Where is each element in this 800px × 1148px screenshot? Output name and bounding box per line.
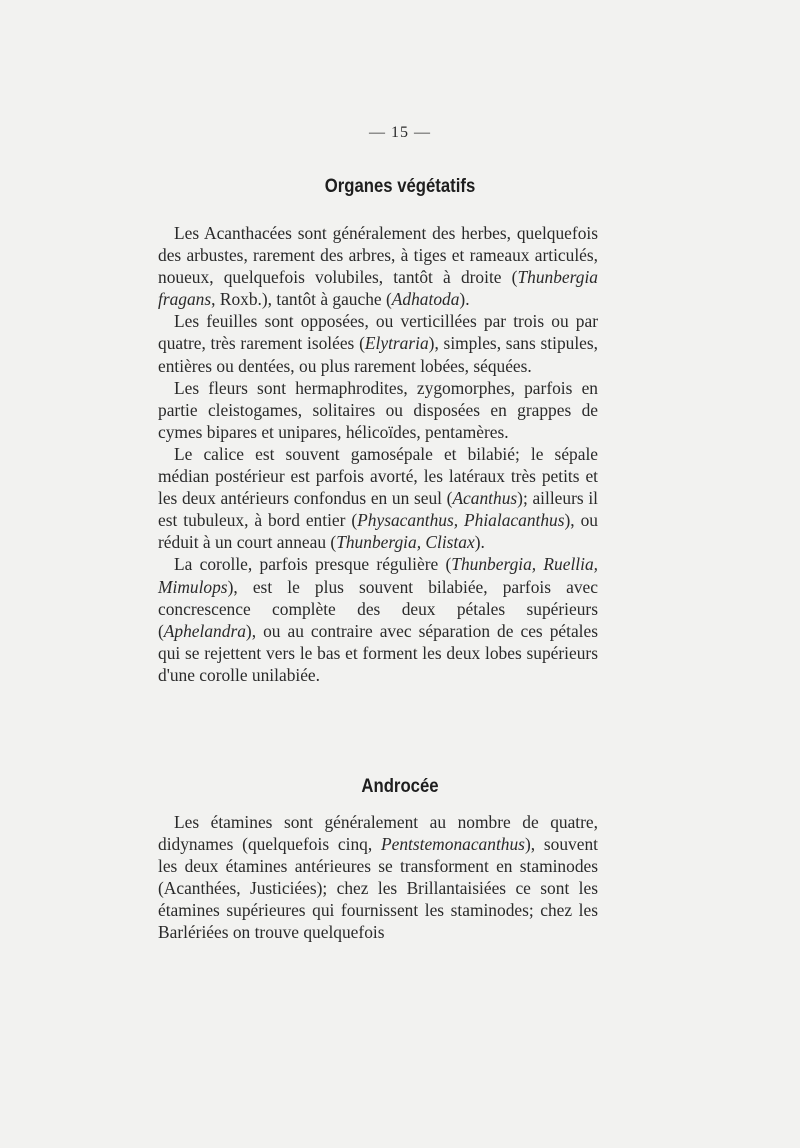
paragraph <box>158 811 598 944</box>
paragraph <box>158 377 598 443</box>
text-run: ), ou au contraire avec séparation de ces pétales qui se rejettent vers le bas et forment les deux lobes supérieurs d'une corolle unilabiée. <box>158 620 598 685</box>
italic-text: Physacanthus, Phialacanthus <box>357 510 565 531</box>
text-run: ), ou réduit à un court anneau ( <box>158 510 598 553</box>
section-heading-androcee: Androcée <box>361 776 439 797</box>
text-run: ), simples, sans stipules, entières ou dentées, ou plus rarement lobées, séquées. <box>158 333 599 376</box>
text-run: ), souvent les deux étamines antérieures se transforment en staminodes (Acanthées, Justiciées); chez les Brillantaisiées ce sont les étamines supérieures qui fournissent les staminodes; chez les Barlériées on trouve quelquefois <box>158 834 598 943</box>
text-run: ), est le plus souvent bilabiée, parfois avec concrescence complète des deux pétales supérieurs ( <box>158 576 598 641</box>
italic-text: Pentstemonacanthus <box>381 834 525 855</box>
text-run: Les feuilles sont opposées, ou verticillées par trois ou par quatre, très rarement isolées ( <box>158 311 598 354</box>
text-run: Les Acanthacées sont généralement des herbes, quelquefois des arbustes, rarement des arbres, à tiges et rameaux articulés, noueux, quelquefois volubiles, tantôt à droite ( <box>158 223 598 288</box>
paragraph <box>158 443 598 553</box>
section-androcee <box>158 811 598 944</box>
italic-text: Acanthus <box>452 488 518 509</box>
italic-text: Elytraria <box>364 333 429 354</box>
italic-text: Thunbergia, Ruellia, Mimulops <box>158 554 598 597</box>
text-run: La corolle, parfois presque régulière ( <box>174 554 452 575</box>
paragraph <box>158 222 598 310</box>
section-organes-vegetatifs <box>158 222 598 686</box>
text-run: Le calice est souvent gamosépale et bilabié; le sépale médian postérieur est parfois avorté, les latéraux très petits et les deux antérieurs confondus en un seul ( <box>158 443 598 509</box>
text-run: ). <box>459 289 470 310</box>
text-run: Les fleurs sont hermaphrodites, zygomorphes, parfois en partie cleistogames, solitaires ou disposées en grappes de cymes bipares et unipares, hélicoïdes, pentamères. <box>158 377 598 442</box>
section-heading-organes-vegetatifs: Organes végétatifs <box>324 176 476 197</box>
italic-text: Thunbergia, Clistax <box>336 532 475 553</box>
italic-text: Adhatoda <box>391 289 460 310</box>
italic-text: Aphelandra <box>163 620 246 641</box>
text-run: Les étamines sont généralement au nombre de quatre, didynames (quelquefois cinq, <box>158 812 598 855</box>
text-run: ); ailleurs il est tubuleux, à bord entier ( <box>158 488 598 531</box>
paragraph <box>158 553 598 686</box>
page-number: — 15 — <box>369 124 431 141</box>
text-run: ). <box>474 532 485 553</box>
italic-text: Thunbergia fragans <box>158 267 598 310</box>
paragraph <box>158 310 598 376</box>
text-run: , Roxb.), tantôt à gauche ( <box>211 289 392 310</box>
